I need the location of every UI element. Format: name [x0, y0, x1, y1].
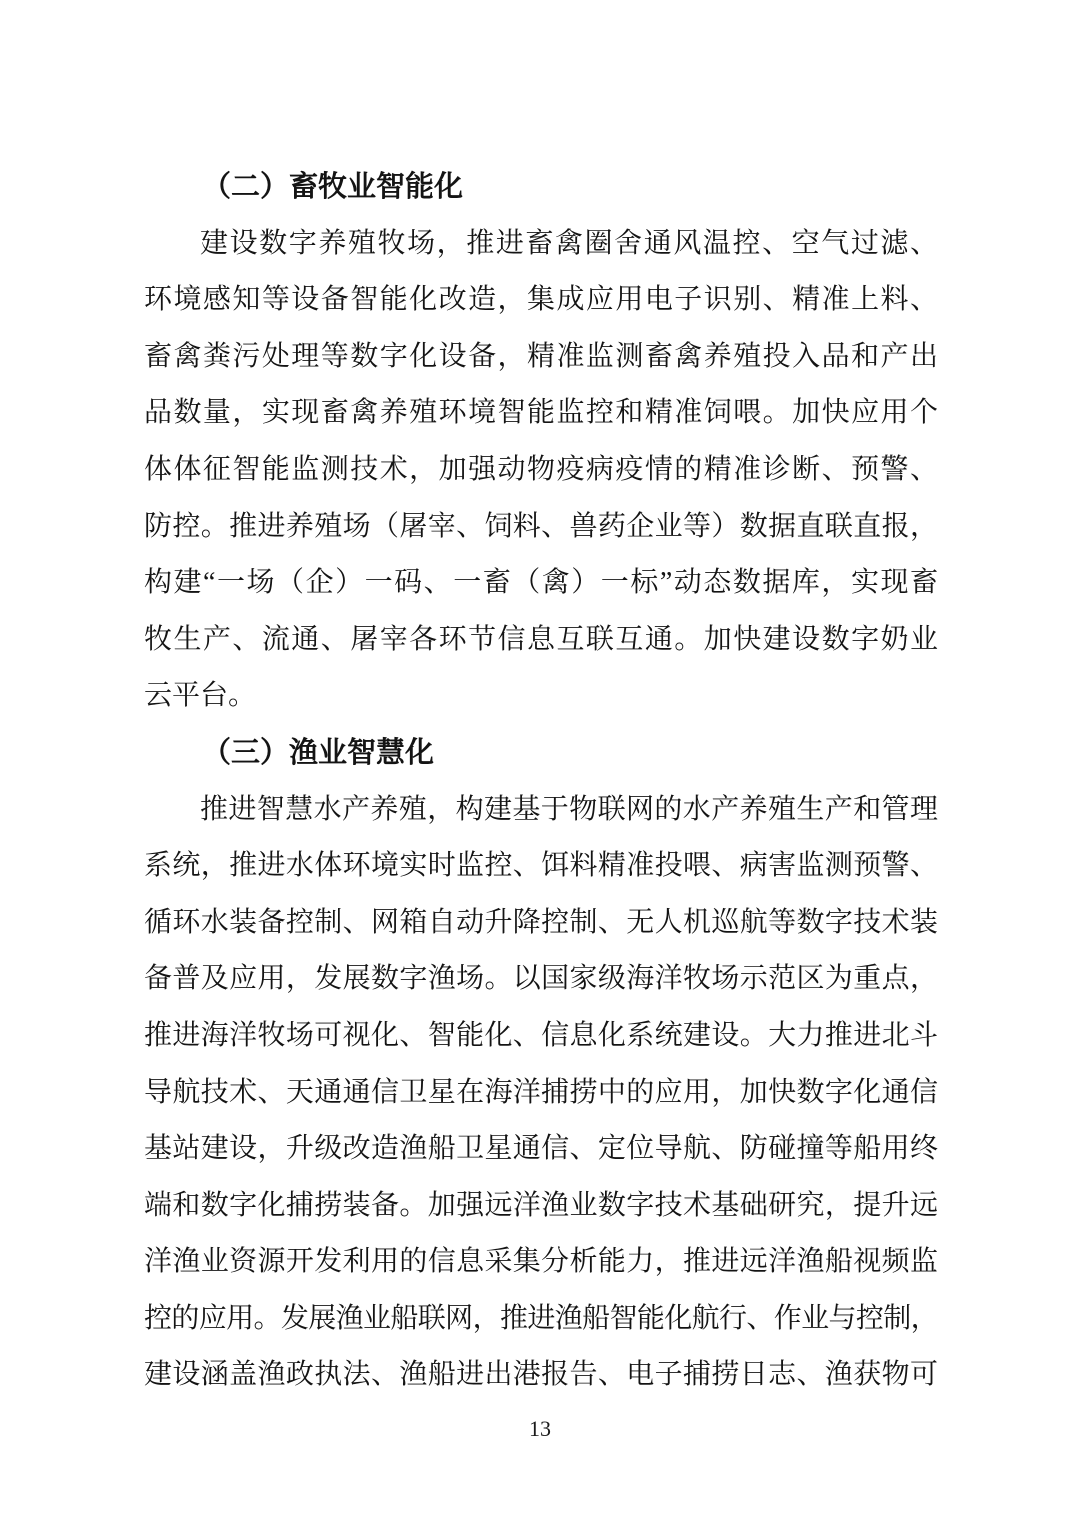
body-line: 循环水装备控制、网箱自动升降控制、无人机巡航等数字技术装 [144, 906, 938, 938]
body-line: 防控。推进养殖场（屠宰、饲料、兽药企业等）数据直联直报， [144, 510, 938, 542]
body-line: 畜禽粪污处理等数字化设备，精准监测畜禽养殖投入品和产出 [144, 340, 938, 372]
body-line: 云平台。 [144, 680, 257, 712]
body-line: 建设数字养殖牧场，推进畜禽圈舍通风温控、空气过滤、 [200, 227, 938, 259]
body-line: 牧生产、流通、屠宰各环节信息互联互通。加快建设数字奶业 [144, 623, 938, 655]
body-line: 控的应用。发展渔业船联网，推进渔船智能化航行、作业与控制， [144, 1302, 938, 1334]
body-line: 导航技术、天通通信卫星在海洋捕捞中的应用，加快数字化通信 [144, 1076, 938, 1108]
body-line: 环境感知等设备智能化改造，集成应用电子识别、精准上料、 [144, 284, 938, 316]
body-line: 备普及应用，发展数字渔场。以国家级海洋牧场示范区为重点， [144, 963, 938, 995]
page-number: 13 [529, 1416, 551, 1441]
body-line: 构建“一场（企）一码、一畜（禽）一标”动态数据库，实现畜 [144, 567, 938, 599]
body-line: 建设涵盖渔政执法、渔船进出港报告、电子捕捞日志、渔获物可 [144, 1359, 938, 1391]
body-line: 端和数字化捕捞装备。加强远洋渔业数字技术基础研究，提升远 [144, 1189, 938, 1221]
body-line: 洋渔业资源开发利用的信息采集分析能力，推进远洋渔船视频监 [144, 1246, 938, 1278]
body-line: 品数量，实现畜禽养殖环境智能监控和精准饲喂。加快应用个 [144, 397, 938, 429]
document-body [144, 159, 938, 1404]
section-heading-fishery: （三）渔业智慧化 [202, 736, 435, 769]
body-line: 体体征智能监测技术，加强动物疫病疫情的精准诊断、预警、 [144, 453, 938, 485]
body-line: 基站建设，升级改造渔船卫星通信、定位导航、防碰撞等船用终 [144, 1133, 938, 1165]
section-heading-livestock: （二）畜牧业智能化 [202, 171, 464, 203]
body-line: 推进海洋牧场可视化、智能化、信息化系统建设。大力推进北斗 [144, 1019, 938, 1051]
body-line: 推进智慧水产养殖，构建基于物联网的水产养殖生产和管理 [200, 793, 938, 825]
body-line: 系统，推进水体环境实时监控、饵料精准投喂、病害监测预警、 [144, 850, 938, 882]
